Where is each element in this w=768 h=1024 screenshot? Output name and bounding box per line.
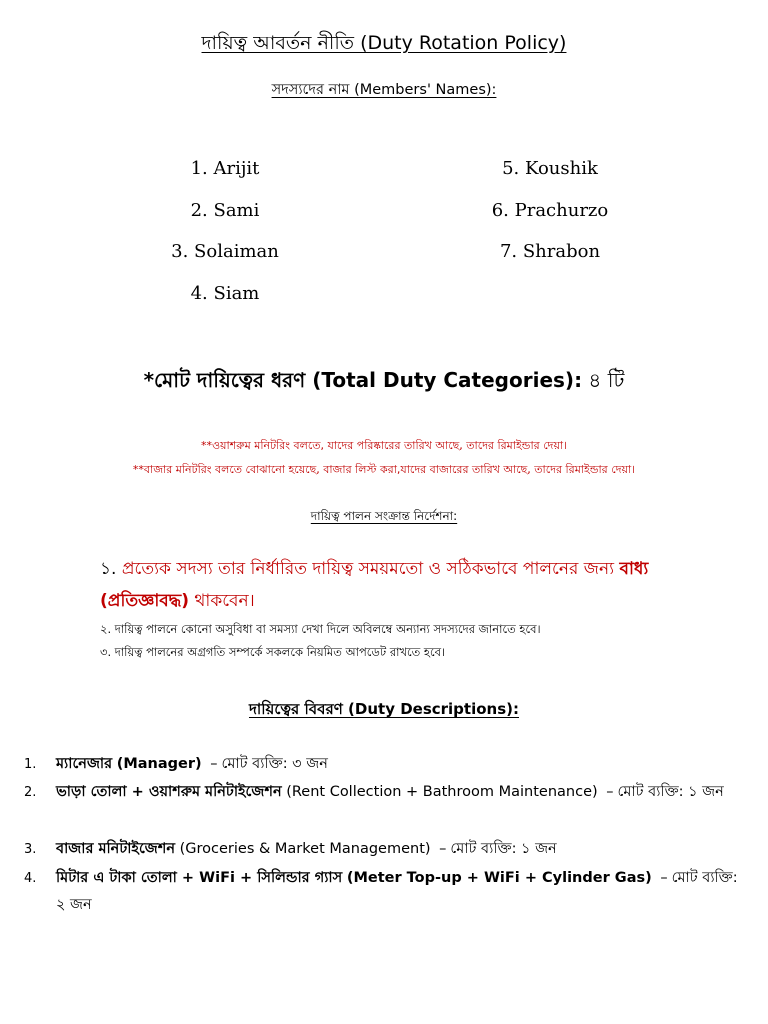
- duty-dash: –: [439, 841, 447, 857]
- total-categories: [0, 366, 768, 399]
- guideline-1-number: ১.: [100, 559, 117, 579]
- duty-title-en: (Manager): [116, 756, 202, 772]
- note-market: **বাজার মনিটরিং বলতে বোঝানো হয়েছে, বাজার লিস্ট করা,যাদের বাজারের তারিখ আছে, তাদের রিমাইন্ডার দেয়া।: [132, 463, 636, 476]
- member-item: 7. Shrabon: [499, 241, 601, 262]
- duty-item: [24, 836, 754, 863]
- duty-title-en: (Meter Top-up + WiFi + Cylinder Gas): [346, 870, 652, 886]
- member-item: 3. Solaiman: [171, 241, 279, 262]
- member-item: 2. Sami: [190, 200, 260, 221]
- member-item: 4. Siam: [190, 283, 260, 304]
- duty-dash: –: [660, 870, 668, 886]
- duty-title-en: (Groceries & Market Management): [179, 841, 431, 857]
- duty-title: মিটার এ টাকা তোলা + WiFi + সিলিন্ডার গ্যাস: [56, 870, 343, 886]
- guideline-1-tail: থাকবেন।: [194, 591, 255, 611]
- member-item: 1. Arijit: [190, 158, 260, 179]
- duty-item: [24, 779, 754, 833]
- duty-title: বাজার মনিটাইজেশন: [56, 841, 176, 857]
- duty-dash: –: [606, 784, 614, 800]
- guideline-1-emphasis: বাধ্য (প্রতিজ্ঞাবদ্ধ): [100, 559, 649, 611]
- duty-title-en: (Rent Collection + Bathroom Maintenance): [286, 784, 598, 800]
- members-heading: [0, 79, 768, 103]
- guideline-item-2: ২. দায়িত্ব পালনে কোনো অসুবিধা বা সমস্যা দেখা দিলে অবিলম্বে অন্যান্য সদস্যদের জানাতে হবে।: [100, 622, 541, 636]
- total-categories-label: *মোট দায়িত্বের ধরণ (Total Duty Categories):: [143, 368, 583, 392]
- duty-count: মোট ব্যক্তি: ১ জন: [617, 784, 724, 800]
- guideline-item-1: [100, 553, 700, 617]
- members-heading-text: সদস্যদের নাম (Members' Names):: [271, 82, 497, 98]
- duty-dash: –: [210, 756, 218, 772]
- guidelines-heading: [0, 508, 768, 528]
- duty-number: 1.: [24, 757, 37, 772]
- duty-title: ভাড়া তোলা + ওয়াশরুম মনিটাইজেশন: [56, 784, 282, 800]
- guidelines-heading-text: দায়িত্ব পালন সংক্রান্ত নির্দেশনা:: [310, 509, 458, 523]
- duty-count: মোট ব্যক্তি: ১ জন: [450, 841, 557, 857]
- duty-number: 2.: [24, 785, 37, 800]
- guideline-item-3: ৩. দায়িত্ব পালনের অগ্রগতি সম্পর্কে সকলকে নিয়মিত আপডেট রাখতে হবে।: [100, 645, 446, 659]
- document-title-text: দায়িত্ব আবর্তন নীতি (Duty Rotation Policy): [201, 32, 567, 54]
- member-item: 6. Prachurzo: [491, 200, 609, 221]
- duty-number: 4.: [24, 871, 37, 886]
- duty-count: মোট ব্যক্তি: ২ জন: [56, 870, 738, 913]
- duty-descriptions-heading-text: দায়িত্বের বিবরণ (Duty Descriptions):: [248, 700, 519, 718]
- total-categories-value: ৪ টি: [588, 368, 625, 392]
- note-washroom: **ওয়াশরুম মনিটরিং বলতে, যাদের পরিষ্কারের তারিখ আছে, তাদের রিমাইন্ডার দেয়া।: [200, 439, 568, 452]
- duty-descriptions-heading: [0, 698, 768, 723]
- document-title: [0, 29, 768, 61]
- duty-item: [24, 751, 754, 778]
- duty-count: মোট ব্যক্তি: ৩ জন: [221, 756, 328, 772]
- duty-item: [24, 865, 754, 919]
- guideline-1-text: প্রত্যেক সদস্য তার নির্ধারিত দায়িত্ব সময়মতো ও সঠিকভাবে পালনের জন্য: [121, 559, 615, 579]
- duty-title: ম্যানেজার: [56, 756, 113, 772]
- member-item: 5. Koushik: [502, 158, 598, 179]
- duty-number: 3.: [24, 842, 37, 857]
